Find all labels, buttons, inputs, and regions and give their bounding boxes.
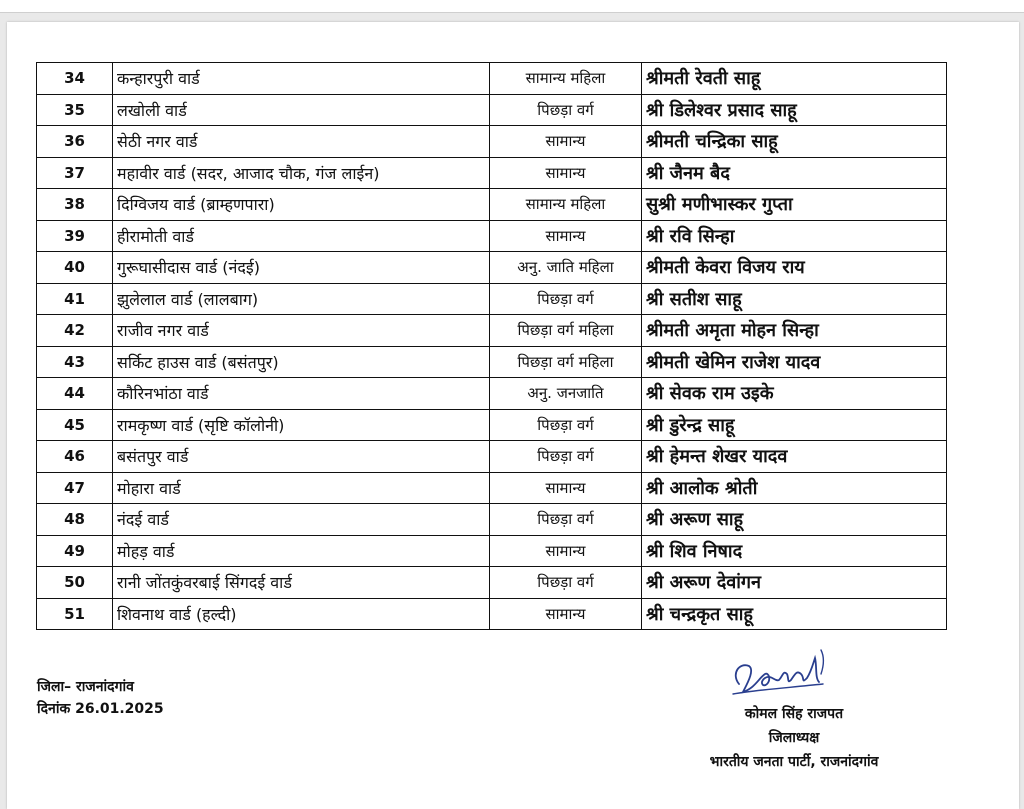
reservation-category: पिछड़ा वर्ग: [490, 441, 642, 473]
ward-number: 38: [37, 189, 113, 221]
table-row: [37, 252, 947, 284]
candidate-name: सुश्री मणीभास्कर गुप्ता: [642, 189, 947, 221]
table-row: [37, 94, 947, 126]
ward-number: 47: [37, 472, 113, 504]
ward-number: 41: [37, 283, 113, 315]
ward-name: मोहड़ वार्ड: [113, 535, 490, 567]
ward-name: सर्किट हाउस वार्ड (बसंतपुर): [113, 346, 490, 378]
ward-name: रानी जोंतकुंवरबाई सिंगदई वार्ड: [113, 567, 490, 599]
ward-name: झुलेलाल वार्ड (लालबाग): [113, 283, 490, 315]
table-row: [37, 567, 947, 599]
reservation-category: सामान्य: [490, 126, 642, 158]
previous-page-edge: [0, 0, 1024, 13]
signatory-block: [679, 702, 909, 774]
table-row: [37, 441, 947, 473]
reservation-category: पिछड़ा वर्ग: [490, 94, 642, 126]
candidate-name: श्रीमती केवरा विजय राय: [642, 252, 947, 284]
ward-name: राजीव नगर वार्ड: [113, 315, 490, 347]
ward-name: लखोली वार्ड: [113, 94, 490, 126]
table-row: [37, 535, 947, 567]
district-label: जिला– राजनांदगांव: [37, 679, 134, 695]
ward-number: 34: [37, 63, 113, 95]
candidate-name: श्री सतीश साहू: [642, 283, 947, 315]
ward-name: कन्हारपुरी वार्ड: [113, 63, 490, 95]
reservation-category: सामान्य महिला: [490, 63, 642, 95]
table-row: [37, 315, 947, 347]
ward-number: 35: [37, 94, 113, 126]
ward-name: हीरामोती वार्ड: [113, 220, 490, 252]
ward-name: शिवनाथ वार्ड (हल्दी): [113, 598, 490, 630]
ward-number: 44: [37, 378, 113, 410]
candidate-name: श्री जैनम बैद: [642, 157, 947, 189]
reservation-category: सामान्य: [490, 535, 642, 567]
candidate-name: श्रीमती चन्द्रिका साहू: [642, 126, 947, 158]
table-row: [37, 409, 947, 441]
ward-name: महावीर वार्ड (सदर, आजाद चौक, गंज लाईन): [113, 157, 490, 189]
table-row: [37, 63, 947, 95]
reservation-category: अनु. जनजाति: [490, 378, 642, 410]
table-row: [37, 157, 947, 189]
candidate-name: श्री हेमन्त शेखर यादव: [642, 441, 947, 473]
ward-name: बसंतपुर वार्ड: [113, 441, 490, 473]
table-row: [37, 220, 947, 252]
reservation-category: पिछड़ा वर्ग: [490, 567, 642, 599]
candidate-name: श्री चन्द्रकृत साहू: [642, 598, 947, 630]
table-row: [37, 504, 947, 536]
ward-name: कौरिनभांठा वार्ड: [113, 378, 490, 410]
candidate-name: श्री आलोक श्रोती: [642, 472, 947, 504]
ward-number: 36: [37, 126, 113, 158]
reservation-category: पिछड़ा वर्ग: [490, 283, 642, 315]
ward-number: 46: [37, 441, 113, 473]
ward-number: 49: [37, 535, 113, 567]
signatory-organization: भारतीय जनता पार्टी, राजनांदगांव: [709, 754, 879, 770]
ward-name: सेठी नगर वार्ड: [113, 126, 490, 158]
ward-name: नंदई वार्ड: [113, 504, 490, 536]
reservation-category: सामान्य: [490, 598, 642, 630]
reservation-category: पिछड़ा वर्ग: [490, 504, 642, 536]
ward-name: दिग्विजय वार्ड (ब्राम्हणपारा): [113, 189, 490, 221]
reservation-category: सामान्य: [490, 220, 642, 252]
ward-number: 43: [37, 346, 113, 378]
ward-number: 50: [37, 567, 113, 599]
handwritten-signature: [725, 644, 835, 704]
candidate-name: श्री शिव निषाद: [642, 535, 947, 567]
ward-name: रामकृष्ण वार्ड (सृष्टि कॉलोनी): [113, 409, 490, 441]
candidate-table: [36, 62, 947, 630]
ward-number: 51: [37, 598, 113, 630]
candidate-name: श्रीमती अमृता मोहन सिन्हा: [642, 315, 947, 347]
ward-number: 37: [37, 157, 113, 189]
table-row: [37, 472, 947, 504]
reservation-category: सामान्य: [490, 472, 642, 504]
reservation-category: पिछड़ा वर्ग महिला: [490, 346, 642, 378]
reservation-category: पिछड़ा वर्ग महिला: [490, 315, 642, 347]
reservation-category: सामान्य: [490, 157, 642, 189]
table-row: [37, 378, 947, 410]
ward-name: मोहारा वार्ड: [113, 472, 490, 504]
ward-number: 39: [37, 220, 113, 252]
table-row: [37, 189, 947, 221]
candidate-table-body: [37, 63, 947, 630]
ward-name: गुरूघासीदास वार्ड (नंदई): [113, 252, 490, 284]
table-row: [37, 346, 947, 378]
reservation-category: पिछड़ा वर्ग: [490, 409, 642, 441]
ward-number: 42: [37, 315, 113, 347]
candidate-name: श्री अरूण देवांगन: [642, 567, 947, 599]
reservation-category: अनु. जाति महिला: [490, 252, 642, 284]
table-row: [37, 598, 947, 630]
date-label: दिनांक 26.01.2025: [37, 701, 164, 717]
candidate-name: श्री डिलेश्वर प्रसाद साहू: [642, 94, 947, 126]
reservation-category: सामान्य महिला: [490, 189, 642, 221]
signatory-designation: जिलाध्यक्ष: [768, 730, 820, 746]
candidate-name: श्रीमती खेमिन राजेश यादव: [642, 346, 947, 378]
candidate-name: श्री सेवक राम उइके: [642, 378, 947, 410]
document-page: [7, 22, 1019, 809]
table-row: [37, 283, 947, 315]
signatory-name: कोमल सिंह राजपत: [744, 706, 844, 722]
ward-number: 45: [37, 409, 113, 441]
table-row: [37, 126, 947, 158]
document-footer-left: [37, 676, 164, 720]
candidate-name: श्री अरूण साहू: [642, 504, 947, 536]
ward-number: 40: [37, 252, 113, 284]
candidate-name: श्री डुरेन्द्र साहू: [642, 409, 947, 441]
ward-number: 48: [37, 504, 113, 536]
candidate-name: श्री रवि सिन्हा: [642, 220, 947, 252]
candidate-name: श्रीमती रेवती साहू: [642, 63, 947, 95]
